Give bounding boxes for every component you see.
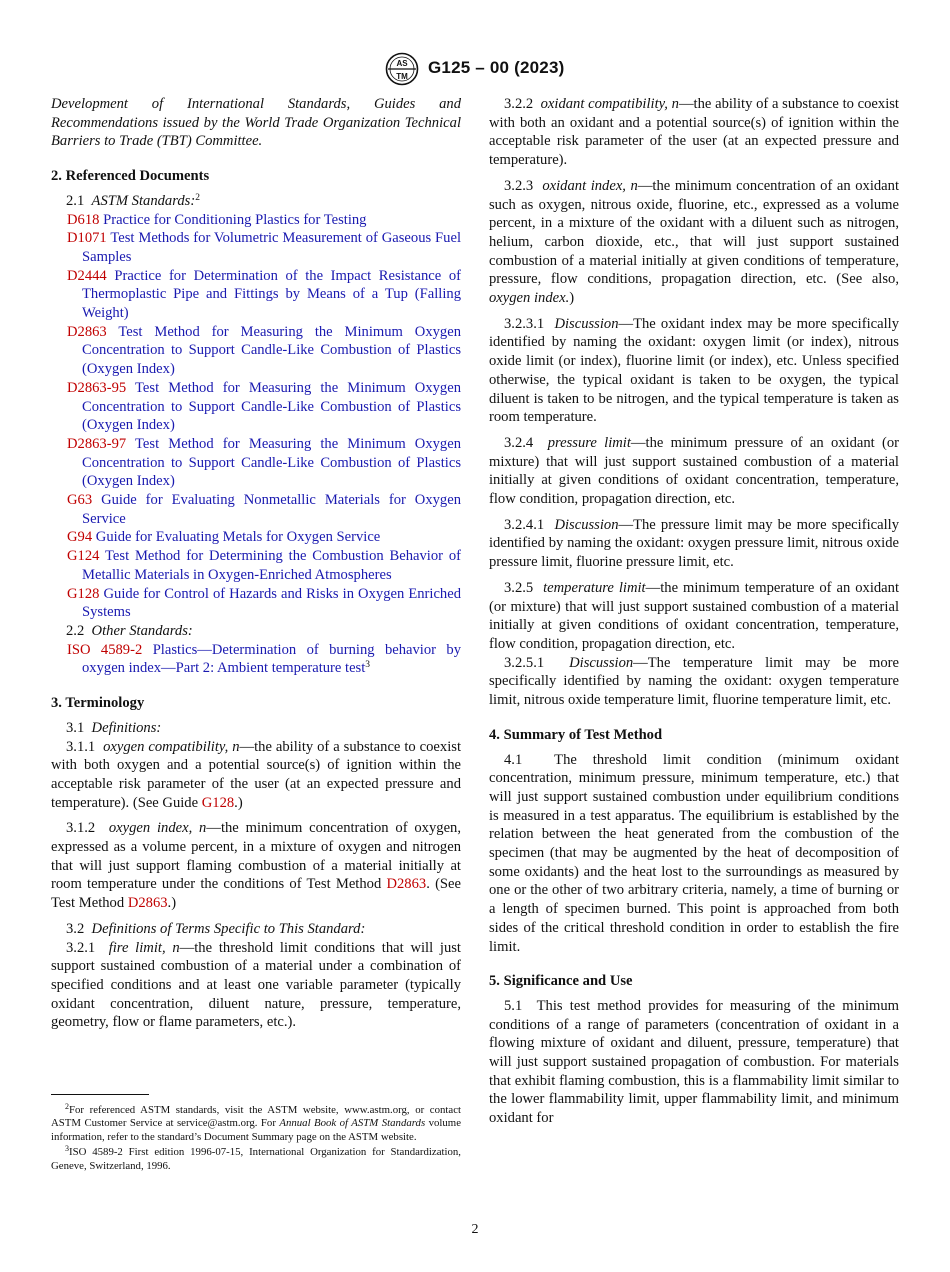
reference-title[interactable]: Practice for Determination of the Impact Resistance of Thermoplastic Pipe and Fittings by Means of a Tup (Falling Weight) — [82, 267, 461, 322]
reference-item[interactable] — [51, 229, 461, 266]
reference-title[interactable]: Test Method for Measuring the Minimum Oxygen Concentration to Support Candle-Like Combustion of Plastics (Oxygen Index) — [82, 435, 461, 490]
clause-3-2-4-1: 3.2.4.1 Discussion—The pressure limit may be more specifically identified by naming the oxidant: oxygen pressure limit, nitrous oxide pressure limit, fluorine pressure limit, etc. — [489, 516, 899, 571]
reference-code[interactable]: G63 — [67, 492, 93, 509]
reference-item[interactable] — [51, 379, 461, 435]
reference-title[interactable]: Test Methods for Volumetric Measurement of Gaseous Fuel Samples — [82, 230, 462, 265]
footnote-divider — [51, 1094, 149, 1095]
clause-3-2-3-1: 3.2.3.1 Discussion—The oxidant index may be more specifically identified by naming the oxidant: oxygen limit (or index), nitrous oxide limit (or index), fluorine limit (or index), etc. Unless specified otherwise, the typical oxidant is taken to be oxygen, the typical diluent is taken to be nitrogen, and the typical temperature is taken as room temperature. — [489, 315, 899, 426]
reference-title[interactable]: Practice for Conditioning Plastics for Testing — [103, 211, 367, 228]
footnote-ref-2[interactable]: 2 — [195, 192, 200, 203]
reference-code[interactable]: G128 — [67, 585, 100, 602]
clause-2-1: 2.1 ASTM Standards:$^2$ — [66, 192, 200, 209]
link-d2863[interactable]: D2863 — [127, 895, 168, 912]
clause-3-1-2: 3.1.2 oxygen index, n—the minimum concentration of oxygen, expressed as a volume percent, in a mixture of oxygen and nitrogen that will just support flaming combustion of a material initially at room temperature under the conditions of Test Method D2863. (See Test Method D2863.) — [51, 820, 461, 912]
link-g128[interactable]: G128 — [201, 794, 235, 811]
reference-code[interactable]: G94 — [67, 529, 93, 546]
clause-5-1: 5.1 This test method provides for measuring of the minimum conditions of a range of parameters (concentration of oxidant in a flowing mixture of oxidant and diluent, pressure, temperature) that will just support sustained propagation of combustion. For materials that exhibit flaming combustion, this is a flammability limit similar to the lower flammability limit, upper flammability limit, and minimum oxidant for — [489, 997, 899, 1127]
reference-code[interactable]: G124 — [67, 548, 100, 565]
left-column — [51, 95, 461, 1032]
section-2-heading: 2. Referenced Documents — [51, 168, 210, 185]
intro-paragraph: Development of International Standards, Guides and Recommendations issued by the World Trade Organization Technical Barriers to Trade (TBT) Committee. — [51, 96, 461, 150]
footnote-3: $^3$ISO 4589-2 First edition 1996-07-15, International Organization for Standardization, Geneve, Switzerland, 1996. — [51, 1144, 461, 1172]
page-number: 2 — [471, 1222, 479, 1237]
reference-title[interactable]: Guide for Control of Hazards and Risks in Oxygen Enriched Systems — [82, 585, 461, 621]
reference-title[interactable]: Test Method for Measuring the Minimum Oxygen Concentration to Support Candle-Like Combustion of Plastics (Oxygen Index) — [82, 323, 461, 378]
clause-4-1: 4.1 The threshold limit condition (minimum oxidant concentration, minimum pressure, minimum temperature, etc.) that will just support sustained combustion under equilibrium conditions is measured in a test apparatus. The equilibrium is established by the relation between the heat generated from the combustion of the specimen (that may be augmented by the heat of decomposition of some oxidants) and the heat lost to the surroundings as measured by one or the other of two arbitrary criteria, namely, a time of burning or a length of specimen burned. This point is approached from both sides of the critical threshold condition in order to establish the fire limit. — [489, 751, 899, 955]
reference-code[interactable]: D2863-95 — [67, 379, 127, 396]
reference-title[interactable]: Guide for Evaluating Nonmetallic Materials for Oxygen Service — [82, 492, 461, 527]
section-3-heading: 3. Terminology — [51, 695, 145, 712]
reference-item[interactable] — [51, 528, 461, 547]
section-5-heading: 5. Significance and Use — [489, 973, 633, 990]
reference-code[interactable]: ISO 4589-2 — [67, 641, 143, 658]
reference-item[interactable] — [51, 491, 461, 528]
reference-item[interactable] — [51, 267, 461, 323]
footnote-ref-3[interactable]: 3 — [365, 660, 371, 671]
section-4-heading: 4. Summary of Test Method — [489, 726, 663, 743]
clause-3-1: 3.1 Definitions: — [66, 719, 162, 736]
clause-3-1-1: 3.1.1 oxygen compatibility, n—the ability of a substance to coexist with both oxygen and a potential source(s) of ignition within the acceptable risk parameter of the user (at an expected pressure and temperature). (See Guide G128.) — [51, 738, 461, 811]
footnote-2: $^2$For referenced ASTM standards, visit the ASTM website, www.astm.org, or contact ASTM Customer Service at service@astm.org. For Annual Book of ASTM Standards volume information, refer to the standard’s Document Summary page on the ASTM website. — [51, 1102, 461, 1143]
right-column — [489, 95, 899, 1128]
reference-item[interactable] — [51, 435, 461, 491]
clause-3-2-2: 3.2.2 oxidant compatibility, n—the ability of a substance to coexist with both an oxidant and a potential source(s) of ignition within the acceptable risk parameter of the user (at an expected pressure and temperature). — [489, 96, 899, 169]
clause-3-2-3: 3.2.3 oxidant index, n—the minimum concentration of an oxidant such as oxygen, nitrous oxide, fluorine, etc., expressed as a volume percent, in a mixture of the oxidant with a diluent such as nitrogen, helium, carbon dioxide, etc., that will just support sustained combustion of a material initially at given conditions of temperature, pressure, flow conditions, propagation direction, etc. (See also, oxygen index.) — [489, 177, 900, 307]
iso-reference-item[interactable] — [51, 641, 461, 678]
reference-code[interactable]: D1071 — [67, 230, 107, 247]
clause-3-2-4: 3.2.4 pressure limit—the minimum pressure of an oxidant (or mixture) that will just support sustained combustion of a material initially at given conditions of oxidant concentration, temperature, flow condition, propagation direction, etc. — [489, 434, 900, 508]
reference-item[interactable] — [51, 211, 461, 230]
clause-3-2-5-1: 3.2.5.1 Discussion—The temperature limit may be more specifically identified by naming the oxidant: oxygen temperature limit, nitrous oxide temperature limit, fluorine temperature limit, etc. — [489, 654, 899, 709]
reference-title[interactable]: Test Method for Measuring the Minimum Oxygen Concentration to Support Candle-Like Combustion of Plastics (Oxygen Index) — [82, 379, 461, 434]
footnotes — [51, 1094, 461, 1175]
reference-code[interactable]: D2863 — [67, 323, 107, 340]
reference-title[interactable]: Plastics—Determination of burning behavior by oxygen index—Part 2: Ambient temperature test — [82, 641, 461, 677]
clause-3-2-5: 3.2.5 temperature limit—the minimum temperature of an oxidant (or mixture) that will just support sustained combustion of a material initially at given conditions of oxidant concentration, temperature, flow condition, propagation direction, etc. — [489, 579, 899, 652]
clause-3-2-1: 3.2.1 fire limit, n—the threshold limit conditions that will just support sustained combustion of a material under a combination of specified conditions and at least one variable parameter (typically oxidant concentration, diluent nature, pressure, temperature, geometry, flow or flame parameters, etc.). — [51, 939, 461, 1031]
reference-title[interactable]: Test Method for Determining the Combustion Behavior of Metallic Materials in Oxygen-Enriched Atmospheres — [82, 548, 461, 583]
svg-text:AS: AS — [396, 59, 408, 68]
reference-item[interactable] — [51, 585, 461, 622]
reference-item[interactable] — [51, 323, 461, 379]
astm-logo-icon — [384, 52, 420, 86]
reference-code[interactable]: D618 — [67, 211, 100, 228]
reference-item[interactable] — [51, 547, 461, 584]
reference-title[interactable]: Guide for Evaluating Metals for Oxygen Service — [95, 529, 381, 546]
svg-text:TM: TM — [396, 72, 408, 81]
clause-3-2: 3.2 Definitions of Terms Specific to This Standard: — [66, 920, 366, 937]
link-d2863[interactable]: D2863 — [386, 876, 427, 893]
reference-code[interactable]: D2863-97 — [67, 435, 127, 452]
reference-code[interactable]: D2444 — [67, 267, 107, 284]
page-header — [0, 52, 950, 88]
clause-2-2: 2.2 Other Standards: — [66, 622, 193, 639]
astm-reference-list — [51, 211, 461, 622]
document-designation: G125 – 00 (2023) — [428, 58, 565, 77]
